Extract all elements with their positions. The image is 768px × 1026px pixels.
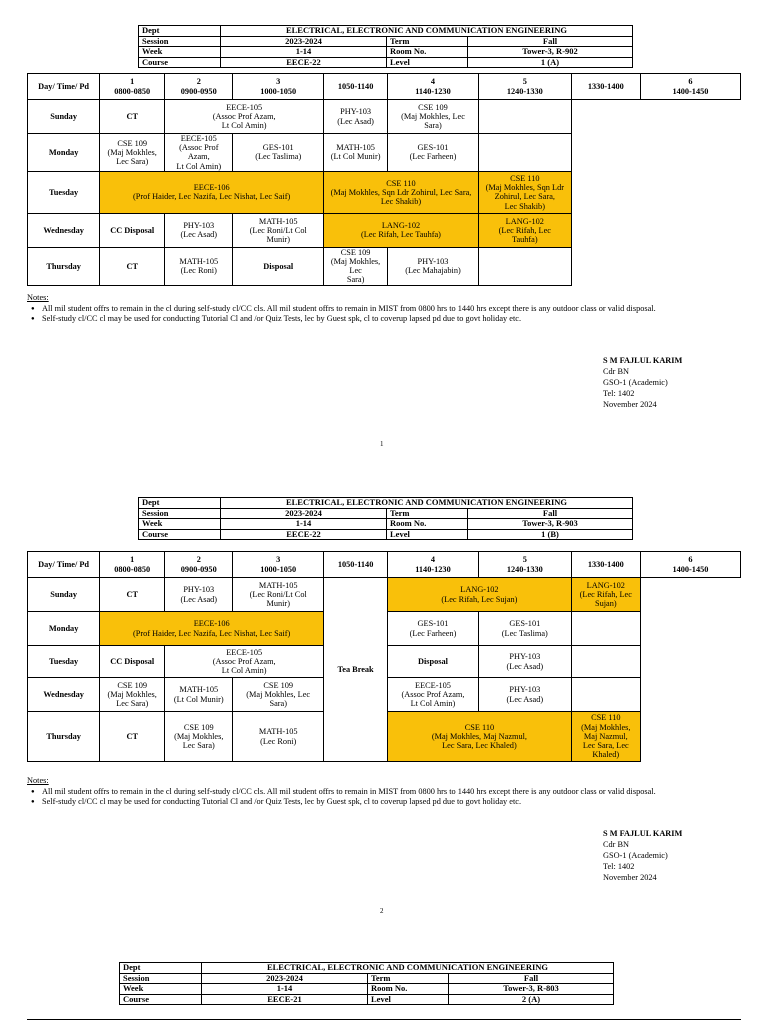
class-cell: CSE 110 (Maj Mokhles, Sqn Ldr Zohirul, Lec Sara, Lec Shakib) [478,171,571,213]
schedule-table [27,73,741,286]
period-header [571,74,640,100]
class-cell: CT [100,247,165,285]
period-time: 1000-1050 [260,564,297,574]
period-number: 5 [522,554,527,564]
day-cell: Tuesday [28,171,100,213]
class-cell: CC Disposal [100,213,165,247]
signature-date: November 2024 [603,400,657,409]
header-row [28,552,741,578]
header-row [28,74,741,100]
info-week: 1-14 [221,519,387,530]
table-row [28,171,741,213]
class-cell: CSE 110 (Maj Mokhles, Maj Nazmul, Lec Sara, Lec Khaled) [388,712,572,762]
period-number: 3 [276,554,281,564]
signatory-tel: Tel: 1402 [603,389,635,398]
class-cell: CSE 109 (Maj Mokhles, Lec Sara) [165,712,233,762]
period-header [324,552,388,578]
class-cell: CSE 109 (Maj Mokhles, Lec Sara) [324,247,388,285]
corner-header: Day/ Time/ Pd [28,552,100,578]
day-cell: Sunday [28,100,100,134]
class-cell: GES-101 (Lec Taslima) [478,612,571,646]
note-item: ● All mil student offrs to remain in the cl during self-study cl/CC cls. All mil student offrs to remain in MIST from 0800 hrs to 1440 hrs except there is any outdoor class or valid disposal. [42,304,767,315]
period-time: 1240-1330 [506,564,543,574]
info-label-dept: Dept [120,963,202,974]
class-cell: GES-101 (Lec Farheen) [388,134,479,172]
info-label-course: Course [139,529,221,540]
signatory-name: S M FAJLUL KARIM [603,356,683,365]
notes-title: Notes: [27,293,49,302]
class-cell: CT [100,578,165,612]
class-cell: LANG-102 (Lec Rifah, Lec Tauhfa) [324,213,479,247]
day-cell: Monday [28,134,100,172]
day-cell: Wednesday [28,678,100,712]
class-cell [571,678,640,712]
day-cell: Wednesday [28,213,100,247]
info-label-week: Week [139,47,221,58]
note-item: ● Self-study cl/CC cl may be used for conducting Tutorial Cl and /or Quiz Tests, lec by Guest spk, cl to coverup lapsed pd due to govt holiday etc. [42,797,767,808]
info-dept: ELECTRICAL, ELECTRONIC AND COMMUNICATION ENGINEERING [221,498,633,509]
period-number: 1 [130,76,135,86]
period-header [165,552,233,578]
day-cell: Tuesday [28,646,100,678]
period-number: 4 [430,76,436,86]
info-room: Tower-3, R-902 [468,47,633,58]
class-cell: PHY-103 (Lec Asad) [478,646,571,678]
period-header [640,74,740,100]
class-cell: Disposal [233,247,324,285]
table-row [28,247,741,285]
class-cell [571,612,640,646]
info-label-term: Term [387,36,468,47]
info-dept: ELECTRICAL, ELECTRONIC AND COMMUNICATION ENGINEERING [221,26,633,37]
info-label-term: Term [387,508,468,519]
info-label-dept: Dept [139,26,221,37]
class-cell: CSE 109 (Maj Mokhles, Lec Sara) [100,678,165,712]
info-week: 1-14 [221,47,387,58]
info-dept: ELECTRICAL, ELECTRONIC AND COMMUNICATION ENGINEERING [202,963,614,974]
info-session: 2023-2024 [221,508,387,519]
class-cell: CSE 109 (Maj Mokhles, Lec Sara) [100,134,165,172]
period-number: 1 [130,554,135,564]
period-time: 1240-1330 [506,86,543,96]
day-cell: Sunday [28,578,100,612]
class-cell: GES-101 (Lec Farheen) [388,612,479,646]
class-cell: Disposal [388,646,479,678]
period-time: 0900-0950 [180,564,217,574]
info-label-room: Room No. [387,519,468,530]
info-label-course: Course [120,994,202,1005]
info-course: EECE-21 [202,994,368,1005]
period-time: 0800-0850 [114,564,151,574]
signature-block [603,828,682,883]
period-number: 4 [430,554,436,564]
class-cell: MATH-105 (Lt Col Munir) [324,134,388,172]
period-time: 1400-1450 [672,564,709,574]
info-course: EECE-22 [221,529,387,540]
period-number: 6 [688,554,693,564]
period-number: 3 [276,76,281,86]
info-label-week: Week [139,519,221,530]
info-label-session: Session [139,508,221,519]
signatory-appointment: GSO-1 (Academic) [603,851,668,860]
period-time: 1140-1230 [415,564,451,574]
info-table [138,497,633,540]
period-number: 2 [196,554,201,564]
info-label-room: Room No. [387,47,468,58]
period-header [640,552,740,578]
info-label-level: Level [387,57,468,68]
class-cell: GES-101 (Lec Taslima) [233,134,324,172]
table-row [28,100,741,134]
day-cell: Monday [28,612,100,646]
class-cell: LANG-102 (Lec Rifah, Lec Sujan) [571,578,640,612]
class-cell: LANG-102 (Lec Rifah, Lec Tauhfa) [478,213,571,247]
class-cell [478,134,571,172]
class-cell: MATH-105 (Lec Roni) [233,712,324,762]
class-cell: CC Disposal [100,646,165,678]
info-label-dept: Dept [139,498,221,509]
info-week: 1-14 [202,984,368,995]
info-label-session: Session [120,973,202,984]
table-row [28,134,741,172]
period-time: 1140-1230 [415,86,451,96]
period-time: 1050-1140 [337,81,374,91]
info-label-level: Level [368,994,449,1005]
period-time: 0900-0950 [180,86,217,96]
table-row [28,213,741,247]
class-cell: MATH-105 (Lec Roni) [165,247,233,285]
info-label-course: Course [139,57,221,68]
period-time: 1330-1400 [587,81,624,91]
period-header [478,552,571,578]
day-cell: Thursday [28,712,100,762]
info-level: 1 (B) [468,529,633,540]
period-number: 2 [196,76,201,86]
schedule-table [27,551,741,762]
class-cell: EECE-105 (Assoc Prof Azam, Lt Col Amin) [388,678,479,712]
period-header [388,552,479,578]
info-session: 2023-2024 [221,36,387,47]
period-time: 0800-0850 [114,86,151,96]
info-session: 2023-2024 [202,973,368,984]
period-time: 1330-1400 [587,559,624,569]
signatory-appointment: GSO-1 (Academic) [603,378,668,387]
info-level: 2 (A) [449,994,614,1005]
class-cell: EECE-105 (Assoc Prof Azam, Lt Col Amin) [165,134,233,172]
info-label-term: Term [368,973,449,984]
class-cell: CSE 109 (Maj Mokhles, Lec Sara) [233,678,324,712]
table-row [28,578,741,612]
corner-header: Day/ Time/ Pd [28,74,100,100]
class-cell: EECE-105 (Assoc Prof Azam, Lt Col Amin) [165,100,324,134]
period-header [233,552,324,578]
class-cell [478,247,571,285]
class-cell: PHY-103 (Lec Mahajabin) [388,247,479,285]
class-cell: EECE-106 (Prof Haider, Lec Nazifa, Lec Nishat, Lec Saif) [100,171,324,213]
class-cell: PHY-103 (Lec Asad) [324,100,388,134]
class-cell: MATH-105 (Lec Roni/Lt Col Munir) [233,213,324,247]
class-cell: LANG-102 (Lec Rifah, Lec Sujan) [388,578,572,612]
notes-title: Notes: [27,776,49,785]
class-cell: MATH-105 (Lt Col Munir) [165,678,233,712]
notes [27,776,767,808]
signatory-rank: Cdr BN [603,840,630,849]
class-cell: PHY-103 (Lec Asad) [165,578,233,612]
class-cell: EECE-106 (Prof Haider, Lec Nazifa, Lec Nishat, Lec Saif) [100,612,324,646]
period-time: 1050-1140 [337,559,374,569]
info-term: Fall [468,508,633,519]
info-room: Tower-3, R-903 [468,519,633,530]
info-label-level: Level [387,529,468,540]
class-cell: PHY-103 (Lec Asad) [478,678,571,712]
schedule-table-top-edge [27,1019,741,1026]
note-item: ● Self-study cl/CC cl may be used for conducting Tutorial Cl and /or Quiz Tests, lec by Guest spk, cl to coverup lapsed pd due to govt holiday etc. [42,314,767,325]
signature-block [603,355,682,410]
info-course: EECE-22 [221,57,387,68]
class-cell: CT [100,100,165,134]
class-cell: CSE 109 (Maj Mokhles, Lec Sara) [388,100,479,134]
period-time: 1000-1050 [260,86,297,96]
signatory-name: S M FAJLUL KARIM [603,829,683,838]
period-header [571,552,640,578]
notes [27,293,767,325]
class-cell: EECE-105 (Assoc Prof Azam, Lt Col Amin) [165,646,324,678]
day-cell: Thursday [28,247,100,285]
signatory-rank: Cdr BN [603,367,630,376]
class-cell [571,646,640,678]
info-label-session: Session [139,36,221,47]
info-term: Fall [449,973,614,984]
signature-date: November 2024 [603,873,657,882]
class-cell: MATH-105 (Lec Roni/Lt Col Munir) [233,578,324,612]
period-header [388,74,479,100]
period-number: 5 [522,76,527,86]
page-number: 1 [380,440,384,448]
info-label-room: Room No. [368,984,449,995]
period-header [165,74,233,100]
class-cell: CSE 110 (Maj Mokhles, Maj Nazmul, Lec Sara, Lec Khaled) [571,712,640,762]
class-cell: CSE 110 (Maj Mokhles, Sqn Ldr Zohirul, Lec Sara, Lec Shakib) [324,171,479,213]
period-header [478,74,571,100]
class-cell: CT [100,712,165,762]
info-room: Tower-3, R-803 [449,984,614,995]
period-header [324,74,388,100]
note-item: ● All mil student offrs to remain in the cl during self-study cl/CC cls. All mil student offrs to remain in MIST from 0800 hrs to 1440 hrs except there is any outdoor class or valid disposal. [42,787,767,798]
info-table [138,25,633,68]
info-level: 1 (A) [468,57,633,68]
period-time: 1400-1450 [672,86,709,96]
class-cell: PHY-103 (Lec Asad) [165,213,233,247]
period-header [100,74,165,100]
period-header [233,74,324,100]
tea-break-cell: Tea Break [324,578,388,762]
period-number: 6 [688,76,693,86]
info-term: Fall [468,36,633,47]
class-cell [478,100,571,134]
signatory-tel: Tel: 1402 [603,862,635,871]
info-label-week: Week [120,984,202,995]
period-header [100,552,165,578]
info-table [119,962,614,1005]
page-number: 2 [380,907,384,915]
